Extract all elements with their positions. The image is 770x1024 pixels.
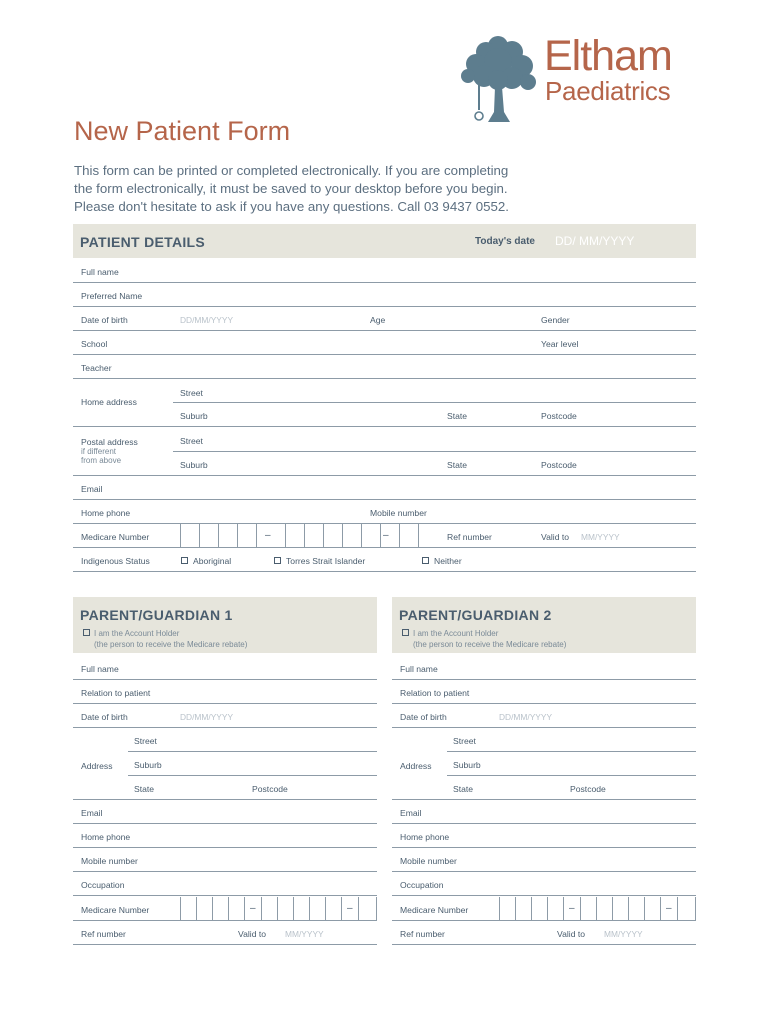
g1-state-field[interactable]: State [134,784,155,794]
tree-icon [458,32,540,124]
g1-home-phone-field[interactable]: Home phone [73,824,377,848]
postal-state-field[interactable]: State [447,460,468,470]
mobile-field[interactable]: Mobile number [370,508,427,518]
full-name-field[interactable]: Full name [73,259,696,283]
section-title: PATIENT DETAILS [80,234,206,250]
page-title: New Patient Form [74,116,291,146]
g2-postcode-field[interactable]: Postcode [570,784,606,794]
g2-home-phone-field[interactable]: Home phone [392,824,696,848]
todays-date-label: Today's date [475,236,535,247]
g2-suburb-field[interactable]: Suburb [453,760,481,770]
email-field[interactable]: Email [73,476,696,500]
teacher-field[interactable]: Teacher [73,355,696,379]
home-suburb-field[interactable]: Suburb [180,411,208,421]
g2-mobile-field[interactable]: Mobile number [392,848,696,872]
dob-age-gender-row: Date of birth DD/MM/YYYY Age Gender [73,307,696,331]
g2-full-name-field[interactable]: Full name [392,656,696,680]
g2-ref-number-field[interactable]: Ref number [400,929,445,939]
g2-state-field[interactable]: State [453,784,474,794]
home-address-block: Home address Street Suburb State Postcode [73,379,696,427]
valid-to-field[interactable]: MM/YYYY [581,532,620,542]
phone-row [73,500,696,524]
guardian-1-header: PARENT/GUARDIAN 1 I am the Account Holder (the person to receive the Medicare rebate) [73,597,377,653]
postal-street-field[interactable]: Street [180,436,203,446]
ref-number-field[interactable]: Ref number [447,532,492,542]
g1-mobile-field[interactable]: Mobile number [73,848,377,872]
brand-logo [458,30,698,125]
year-level-field[interactable]: Year level [541,339,579,349]
todays-date-field[interactable]: DD/ MM/YYYY [555,234,635,248]
home-state-field[interactable]: State [447,411,468,421]
home-postcode-field[interactable]: Postcode [541,411,577,421]
dob-field[interactable]: DD/MM/YYYY [180,315,234,325]
g2-ref-row: Ref number Valid to MM/YYYY [392,921,696,945]
g2-medicare-row: Medicare Number – – [392,897,696,921]
g1-medicare-row: Medicare Number – – [73,897,377,921]
postal-address-block: Postal address if different from above Street Suburb State Postcode [73,427,696,476]
g2-occupation-field[interactable]: Occupation [392,872,696,896]
postal-postcode-field[interactable]: Postcode [541,460,577,470]
g1-full-name-field[interactable]: Full name [73,656,377,680]
guardian-2-header: PARENT/GUARDIAN 2 I am the Account Holder (the person to receive the Medicare rebate) [392,597,696,653]
g1-postcode-field[interactable]: Postcode [252,784,288,794]
intro-text: This form can be printed or completed electronically. If you are completing the form electronically, it must be saved to your desktop before you begin. Please don't hesitate to ask if you have any questions. Call 03 9437 0552. [74,163,509,214]
home-phone-field[interactable]: Home phone [81,508,131,518]
g2-email-field[interactable]: Email [392,800,696,824]
school-row [73,331,696,355]
torres-strait-checkbox[interactable] [274,557,281,564]
g1-street-field[interactable]: Street [134,736,157,746]
g1-address-block: Address Street Suburb State Postcode [73,728,377,800]
g1-email-field[interactable]: Email [73,800,377,824]
g2-dob-row: Date of birth DD/MM/YYYY [392,704,696,728]
school-field[interactable]: School [81,339,108,349]
neither-checkbox[interactable] [422,557,429,564]
account-holder-checkbox-2[interactable] [402,629,409,636]
g1-dob-row: Date of birth DD/MM/YYYY [73,704,377,728]
g1-occupation-field[interactable]: Occupation [73,872,377,896]
g1-ref-number-field[interactable]: Ref number [81,929,126,939]
g2-valid-to-field[interactable]: MM/YYYY [604,929,643,939]
g1-relation-field[interactable]: Relation to patient [73,680,377,704]
aboriginal-checkbox[interactable] [181,557,188,564]
g1-dob-field[interactable]: DD/MM/YYYY [180,712,234,722]
medicare-row: Medicare Number – – Ref number Valid to MM/YYYY [73,524,696,548]
g2-relation-field[interactable]: Relation to patient [392,680,696,704]
postal-suburb-field[interactable]: Suburb [180,460,208,470]
brand-name: Eltham [544,32,672,80]
patient-details-header [73,224,696,258]
g1-ref-row: Ref number Valid to MM/YYYY [73,921,377,945]
brand-subname: Paediatrics [545,76,671,106]
account-holder-checkbox-1[interactable] [83,629,90,636]
g2-dob-field[interactable]: DD/MM/YYYY [499,712,553,722]
g1-suburb-field[interactable]: Suburb [134,760,162,770]
g2-address-block: Address Street Suburb State Postcode [392,728,696,800]
g2-street-field[interactable]: Street [453,736,476,746]
indigenous-status-row: Indigenous Status Aboriginal Torres Strait Islander Neither [73,548,696,572]
g1-valid-to-field[interactable]: MM/YYYY [285,929,324,939]
gender-field[interactable]: Gender [541,315,570,325]
home-street-field[interactable]: Street [180,388,203,398]
age-field[interactable]: Age [370,315,386,325]
preferred-name-field[interactable]: Preferred Name [73,283,696,307]
